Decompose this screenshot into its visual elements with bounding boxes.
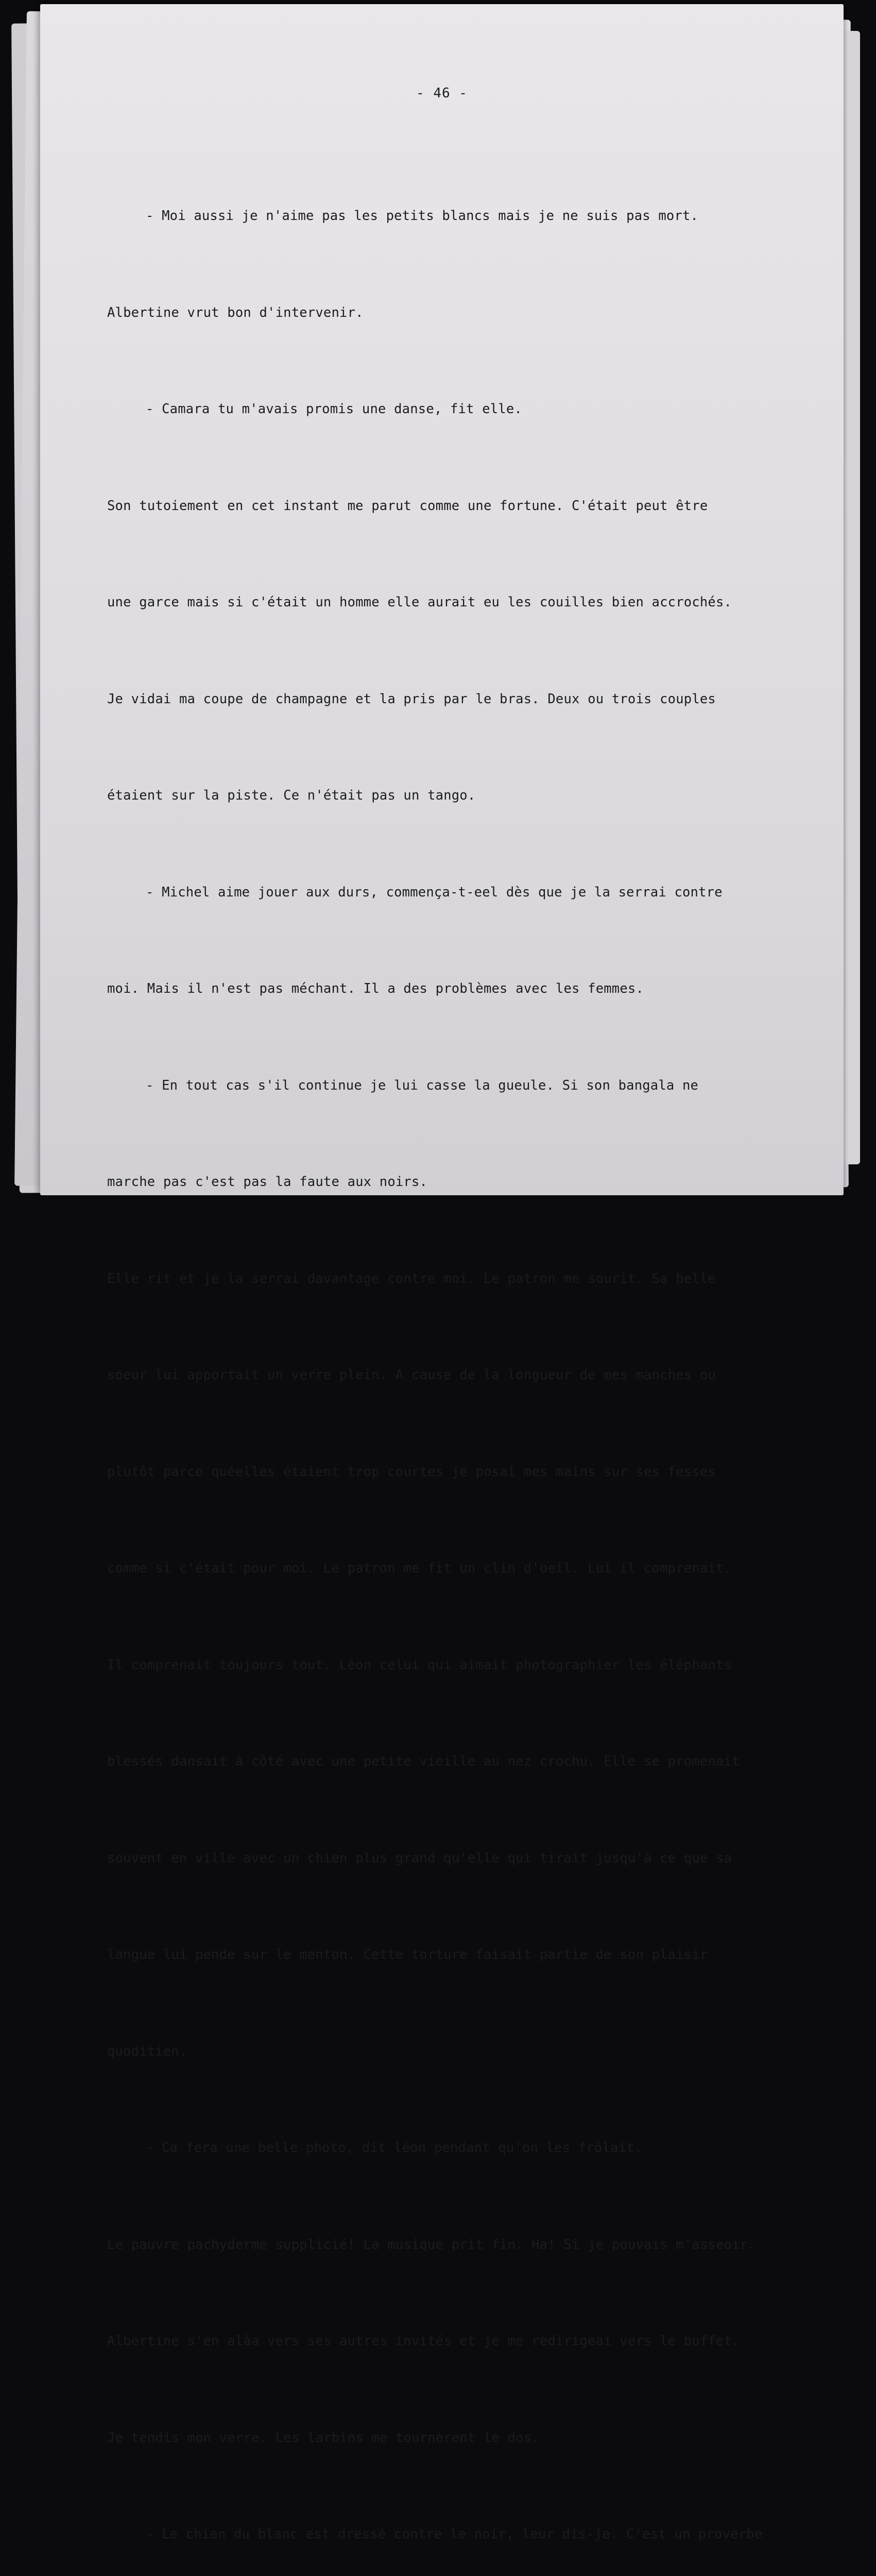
text-line: Je vidai ma coupe de champagne et la pris par le bras. Deux ou trois couples <box>107 691 716 707</box>
text-line: Je tendis mon verre. Les larbins me tournèrent le dos. <box>107 2430 540 2446</box>
text-line: Elle rit et je la serrai davantage contre moi. Le patron me sourit. Sa belle <box>107 1270 716 1286</box>
text-line: souvent en ville avec un chien plus grand qu'elle qui tirait jusqu'à ce que sa <box>107 1850 732 1866</box>
page-number: - 46 - <box>416 86 468 101</box>
text-line: Il comprenait toujours tout. Léon celui qui aimait photographier les éléphants <box>107 1657 732 1673</box>
text-line: quoditien. <box>107 2043 187 2059</box>
text-line: une garce mais si c'était un homme elle aurait eu les couilles bien accrochés. <box>107 595 732 610</box>
body-text <box>107 135 838 2576</box>
text-line: moi. Mais il n'est pas méchant. Il a des problèmes avec les femmes. <box>107 981 644 996</box>
text-line: Le pauvre pachyderme supplicié! La musique prit fin. Ha! Si je pouvais m'asseoir. <box>107 2236 756 2252</box>
text-line: marche pas c'est pas la faute aux noirs. <box>107 1174 428 1190</box>
document-page <box>40 4 844 2542</box>
text-line: langue lui pende sur le menton. Cette torture faisait partie de son plaisir <box>107 1947 708 1962</box>
text-line: - Le chien du blanc est dressé contre le noir, leur dis-je. C'est un proverbe <box>146 2527 763 2542</box>
text-line: Son tutoiement en cet instant me parut comme une fortune. C'était peut être <box>107 498 708 514</box>
text-line: Albertine s'en alàa vers ses autres invités et je me redirigeai vers le buffet. <box>107 2333 740 2349</box>
text-line: - Moi aussi je n'aime pas les petits blancs mais je ne suis pas mort. <box>146 208 699 224</box>
text-line: étaient sur la piste. Ce n'était pas un tango. <box>107 788 476 803</box>
text-line: Albertine vrut bon d'intervenir. <box>107 304 364 320</box>
text-line: - Ca fera une belle photo, dit léon pendant qu'on les frôlait. <box>146 2140 643 2156</box>
text-line: - Michel aime jouer aux durs, commença-t-eel dès que je la serrai contre <box>146 884 723 900</box>
text-line: blessés dansait à côté avec une petite vieille au nez crochu. Elle se promenait <box>107 1754 740 1769</box>
text-line: comme si c'était pour moi. Le patron me fit un clin d'oeil. Lui il comprenait. <box>107 1561 732 1576</box>
text-line: plutôt parce quéelles étaient trop courtes je posai mes mains sur ses fesses <box>107 1464 716 1480</box>
text-line: soeur lui apportait un verre plein. A cause de la longueur de mes manches ou <box>107 1367 716 1383</box>
text-line: - En tout cas s'il continue je lui casse la gueule. Si son bangala ne <box>146 1077 699 1093</box>
text-line: - Camara tu m'avais promis une danse, fit elle. <box>146 401 522 417</box>
